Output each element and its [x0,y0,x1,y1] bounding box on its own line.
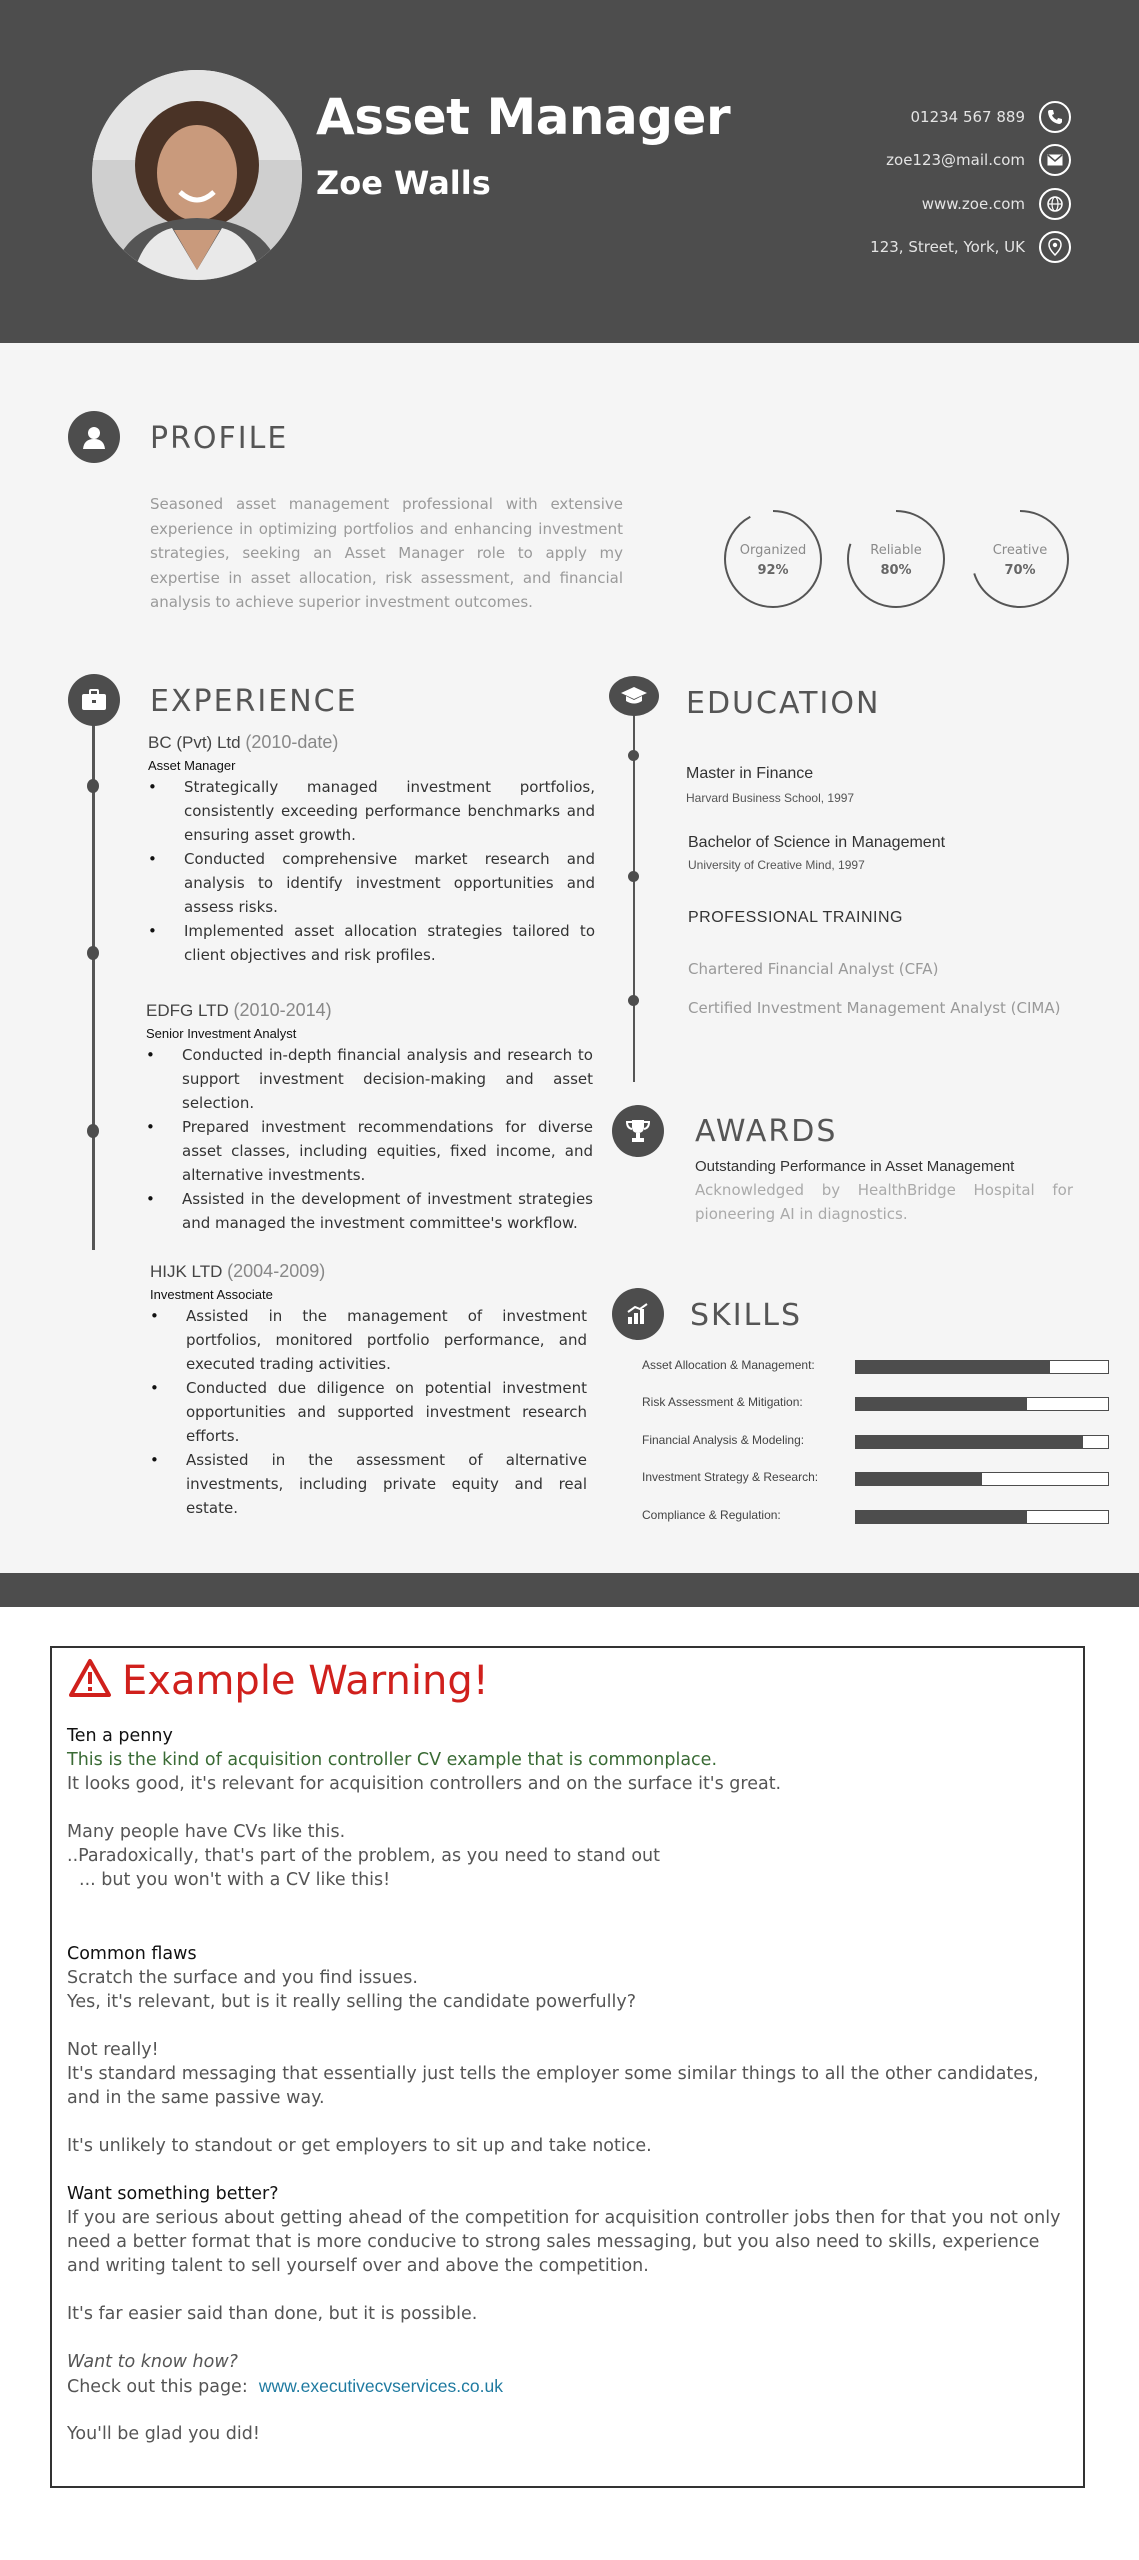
user-icon [68,411,120,463]
job-dates: (2010-2014) [233,1000,332,1020]
warning-text: Many people have CVs like this. [67,1822,346,1842]
contact-phone [910,100,1071,134]
skill-bar [855,1397,1109,1411]
job-role: Asset Manager [148,758,236,773]
job-role: Investment Associate [150,1287,273,1302]
education-item-2 [688,834,945,872]
trait-label: Reliable [870,543,922,558]
phone-icon [1039,101,1071,133]
skill-label: Financial Analysis & Modeling: [642,1433,805,1447]
warning-heading: Ten a penny [67,1726,173,1746]
job-bullet: • Conducted due diligence on potential investment opportunities and supported investment research efforts. [150,1376,587,1448]
warning-link-line [67,2374,1067,2399]
profile-summary: Seasoned asset management professional with extensive experience in optimizing portfolios and enhancing investment strategies, seeking an Asset Manager role to apply my expertise in asset allocation, risk assessment, and financial analysis to achieve superior investment outcomes. [150,495,623,611]
email-address: zoe123@mail.com [886,151,1025,169]
job-header [150,1261,587,1282]
warning-text: Scratch the surface and you find issues. [67,1968,418,1988]
skill-bar-fill [856,1398,1027,1410]
timeline-dot [87,779,99,793]
job-bullets [146,1043,593,1235]
company-name: EDFG LTD [146,1001,229,1020]
skills-heading: SKILLS [690,1298,803,1333]
warning-title: Example Warning! [122,1658,489,1704]
warning-text: ..Paradoxically, that's part of the problem, as you need to stand out [67,1846,660,1866]
training-heading: PROFESSIONAL TRAINING [688,909,903,926]
skill-row [642,1397,1110,1411]
skill-bar-fill [856,1436,1083,1448]
warning-text: This is the kind of acquisition controller CV example that is commonplace. [67,1750,718,1770]
skill-bar-fill [856,1361,1050,1373]
warning-text: You'll be glad you did! [67,2424,260,2444]
trait-ring-creative [970,509,1070,609]
timeline-dot [628,750,639,761]
trophy-icon [612,1105,664,1157]
trait-value: 92% [757,563,789,578]
ring-arc [848,511,944,607]
job-bullet: • Strategically managed investment portfolios, consistently exceeding performance benchmarks and ensuring asset growth. [148,775,595,847]
education-heading: EDUCATION [686,686,881,721]
warning-text: ... but you won't with a CV like this! [79,1870,391,1890]
profile-photo [92,70,302,280]
experience-heading: EXPERIENCE [150,684,358,719]
degree-school: Harvard Business School, 1997 [686,791,855,805]
job-bullet: • Assisted in the development of investment strategies and managed the investment committee's workflow. [146,1187,593,1235]
skill-bar-fill [856,1473,982,1485]
bar-chart-icon [612,1288,664,1340]
job-dates: (2004-2009) [227,1261,326,1281]
degree-school: University of Creative Mind, 1997 [688,858,865,872]
globe-icon [1039,188,1071,220]
skill-row [642,1472,1110,1486]
warning-heading: Common flaws [67,1944,197,1964]
skill-bar [855,1435,1109,1449]
warning-text: If you are serious about getting ahead of the competition for acquisition controller jobs then for that you not only need a better format that is more conducive to strong sales messaging, but you also need to skills, experience and writing talent to sell yourself over and above the competition. [67,2208,1061,2276]
trait-ring-organized [723,509,823,609]
warning-text: Not really! [67,2040,159,2060]
job-header [146,1000,593,1021]
skill-label: Compliance & Regulation: [642,1508,781,1522]
job-bullets [150,1304,587,1520]
executive-cv-link[interactable]: www.executivecvservices.co.uk [258,2376,503,2396]
awards-heading: AWARDS [695,1114,838,1149]
trait-value: 80% [880,563,912,578]
job-bullets [148,775,595,967]
skill-bar [855,1360,1109,1374]
company-name: BC (Pvt) Ltd [148,733,241,752]
company-name: HIJK LTD [150,1262,223,1281]
warning-text: Yes, it's relevant, but is it really selling the candidate powerfully? [67,1992,637,2012]
job-bullet: • Conducted comprehensive market research and analysis to identify investment opportunities and assess risks. [148,847,595,919]
education-item-1 [686,765,854,805]
award-name: Outstanding Performance in Asset Management [695,1158,1015,1175]
warning-text: It's far easier said than done, but it is possible. [67,2304,478,2324]
warning-text: Check out this page: [67,2377,248,2397]
job-entry-1 [148,732,595,967]
skill-bar [855,1472,1109,1486]
job-header [148,732,595,753]
job-bullet: • Assisted in the assessment of alternative investments, including private equity and real estate. [150,1448,587,1520]
skill-row [642,1360,1110,1374]
timeline-dot [87,1124,99,1138]
profile-heading: PROFILE [150,421,289,456]
skill-row [642,1510,1110,1524]
ring-arc [972,511,1068,607]
job-bullet: • Implemented asset allocation strategies tailored to client objectives and risk profiles. [148,919,595,967]
contact-email [886,143,1071,177]
timeline-dot [628,871,639,882]
job-bullet: • Assisted in the management of investment portfolios, monitored portfolio performance, and executed trading activities. [150,1304,587,1376]
contact-website [922,187,1071,221]
skill-label: Risk Assessment & Mitigation: [642,1395,803,1409]
contact-address [870,230,1071,264]
warning-text: It looks good, it's relevant for acquisition controllers and on the surface it's great. [67,1774,782,1794]
certification: Certified Investment Management Analyst (CIMA) [688,999,1061,1017]
cv-footer-bar [0,1573,1139,1607]
ring-arc [725,511,821,607]
briefcase-icon [68,674,120,726]
job-entry-2 [146,1000,593,1235]
skill-label: Asset Allocation & Management: [642,1358,815,1372]
timeline-dot [87,946,99,960]
warning-heading: Want something better? [67,2184,279,2204]
warning-text: Want to know how? [67,2352,238,2372]
trait-ring-reliable [846,509,946,609]
trait-label: Organized [739,543,807,558]
skill-bar-fill [856,1511,1027,1523]
warning-triangle-icon [68,1658,112,1703]
cv-header [0,0,1139,343]
degree-title: Bachelor of Science in Management [688,834,946,851]
job-role: Senior Investment Analyst [146,1026,297,1041]
degree-title: Master in Finance [686,765,814,782]
trait-value: 70% [1004,563,1036,578]
envelope-icon [1039,144,1071,176]
skill-label: Investment Strategy & Research: [642,1470,819,1484]
job-bullet: • Prepared investment recommendations for diverse asset classes, including equities, fixed income, and alternative investments. [146,1115,593,1187]
address: 123, Street, York, UK [870,238,1025,256]
candidate-name: Zoe Walls [316,164,491,202]
example-warning-box [50,1646,1085,2488]
award-description: Acknowledged by HealthBridge Hospital for pioneering AI in diagnostics. [695,1181,1073,1223]
job-dates: (2010-date) [245,732,339,752]
job-title: Asset Manager [316,88,731,146]
website-url: www.zoe.com [921,195,1025,213]
warning-text: It's standard messaging that essentially just tells the employer some similar things to all the other candidates, and in the same passive way. [67,2064,1039,2108]
certification: Chartered Financial Analyst (CFA) [688,960,939,978]
skill-bar [855,1510,1109,1524]
trait-label: Creative [992,543,1048,558]
timeline-dot [628,995,639,1006]
location-pin-icon [1039,231,1071,263]
phone-number: 01234 567 889 [910,108,1025,126]
skill-row [642,1435,1110,1449]
graduation-cap-icon [609,676,659,716]
warning-text: It's unlikely to standout or get employers to sit up and take notice. [67,2136,652,2156]
job-entry-3 [150,1261,587,1520]
job-bullet: • Conducted in-depth financial analysis and research to support investment decision-making and asset selection. [146,1043,593,1115]
